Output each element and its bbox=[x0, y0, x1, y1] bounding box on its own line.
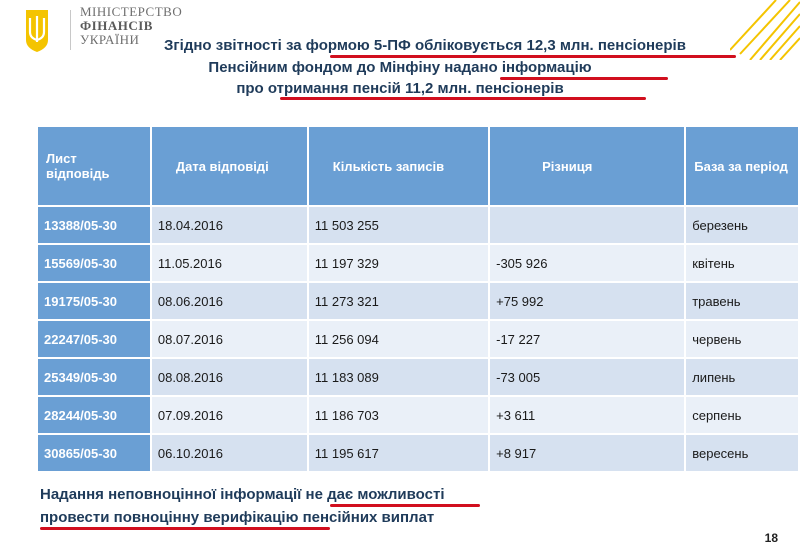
cell-period: вересень bbox=[686, 435, 798, 471]
column-header-period: База за період bbox=[686, 127, 798, 205]
cell-period: червень bbox=[686, 321, 798, 357]
title-line-1: Згідно звітності за формою 5-ПФ обліковується 12,3 млн. пенсіонерів bbox=[164, 37, 686, 54]
cell-difference: -73 005 bbox=[490, 359, 684, 395]
pension-data-table bbox=[36, 125, 800, 473]
cell-difference: -305 926 bbox=[490, 245, 684, 281]
cell-date: 07.09.2016 bbox=[152, 397, 307, 433]
note-line-2: провести повноцінну верифікацію пенсійних виплат bbox=[40, 509, 435, 526]
table-row bbox=[38, 397, 798, 433]
table-row bbox=[38, 207, 798, 243]
column-header-letter: Лист відповідь bbox=[38, 127, 150, 205]
ministry-line-2: ФІНАНСІВ bbox=[80, 18, 153, 33]
cell-count: 11 503 255 bbox=[309, 207, 488, 243]
table-header-row bbox=[38, 127, 798, 205]
table-row bbox=[38, 359, 798, 395]
column-header-difference: Різниця bbox=[490, 127, 684, 205]
table-row bbox=[38, 435, 798, 471]
note-line-1: Надання неповноцінної інформації не дає можливості bbox=[40, 486, 445, 503]
cell-date: 06.10.2016 bbox=[152, 435, 307, 471]
cell-difference: -17 227 bbox=[490, 321, 684, 357]
title-line-3: про отримання пенсій 11,2 млн. пенсіонерів bbox=[236, 80, 564, 97]
cell-letter: 13388/05-30 bbox=[38, 207, 150, 243]
title-underline-3 bbox=[280, 97, 646, 100]
table-row bbox=[38, 321, 798, 357]
cell-count: 11 186 703 bbox=[309, 397, 488, 433]
title-underline-2 bbox=[500, 77, 668, 80]
cell-letter: 19175/05-30 bbox=[38, 283, 150, 319]
page-number: 18 bbox=[764, 531, 778, 545]
cell-date: 18.04.2016 bbox=[152, 207, 307, 243]
cell-count: 11 197 329 bbox=[309, 245, 488, 281]
cell-count: 11 195 617 bbox=[309, 435, 488, 471]
ministry-line-3: УКРАЇНИ bbox=[80, 32, 140, 47]
cell-date: 08.08.2016 bbox=[152, 359, 307, 395]
cell-count: 11 183 089 bbox=[309, 359, 488, 395]
column-header-date: Дата відповіді bbox=[152, 127, 307, 205]
ministry-line-1: МІНІСТЕРСТВО bbox=[80, 4, 183, 19]
column-header-count: Кількість записів bbox=[309, 127, 488, 205]
cell-letter: 25349/05-30 bbox=[38, 359, 150, 395]
cell-period: березень bbox=[686, 207, 798, 243]
cell-period: квітень bbox=[686, 245, 798, 281]
cell-difference: +8 917 bbox=[490, 435, 684, 471]
note-underline-2 bbox=[40, 527, 330, 530]
note-underline-1 bbox=[330, 504, 480, 507]
cell-period: серпень bbox=[686, 397, 798, 433]
cell-difference: +75 992 bbox=[490, 283, 684, 319]
cell-count: 11 256 094 bbox=[309, 321, 488, 357]
cell-count: 11 273 321 bbox=[309, 283, 488, 319]
cell-difference bbox=[490, 207, 684, 243]
cell-difference: +3 611 bbox=[490, 397, 684, 433]
table-row bbox=[38, 245, 798, 281]
table-row bbox=[38, 283, 798, 319]
cell-period: липень bbox=[686, 359, 798, 395]
title-underline-1 bbox=[330, 55, 736, 58]
cell-period: травень bbox=[686, 283, 798, 319]
cell-date: 08.07.2016 bbox=[152, 321, 307, 357]
cell-date: 08.06.2016 bbox=[152, 283, 307, 319]
cell-letter: 30865/05-30 bbox=[38, 435, 150, 471]
cell-letter: 22247/05-30 bbox=[38, 321, 150, 357]
cell-letter: 28244/05-30 bbox=[38, 397, 150, 433]
cell-letter: 15569/05-30 bbox=[38, 245, 150, 281]
title-line-2: Пенсійним фондом до Мінфіну надано інформацію bbox=[208, 59, 592, 76]
cell-date: 11.05.2016 bbox=[152, 245, 307, 281]
